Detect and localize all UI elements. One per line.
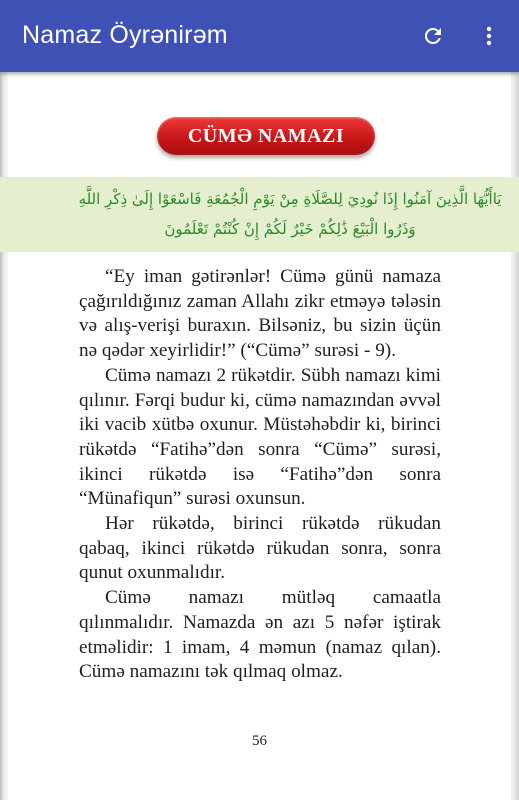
refresh-button[interactable]	[415, 18, 451, 54]
app-title: Namaz Öyrənirəm	[22, 21, 228, 49]
refresh-icon	[421, 24, 445, 48]
section-heading: CÜMƏ NAMAZI	[187, 124, 345, 147]
page-number: 56	[252, 733, 267, 749]
more-vert-icon	[477, 24, 501, 48]
app-bar	[0, 0, 519, 72]
paragraph: “Ey iman gətirənlər! Cümə günü namaza çağırıldığınız zaman Allahı zikr etməyə tələsin və alış-verişi buraxın. Bilsəniz, bu sizin üçün nə qədər xeyirlidir!” (“Cümə” surəsi - 9).	[79, 266, 441, 362]
section-heading-badge	[157, 117, 375, 155]
article-body	[79, 265, 441, 685]
paragraph: Cümə namazı mütləq camaatla qılınmalıdır. Namazda ən azı 5 nəfər iştirak etməlidir: 1 imam, 4 məmun (namaz qılan). Cümə namazını tək qılmaq olmaz.	[79, 587, 441, 683]
quran-ayah: يَاأَيُّهَا الَّذِينَ آمَنُوا إِذَا نُودِيَ لِلصَّلَاةِ مِنْ يَوْمِ الْجُمُعَةِ فَاسْعَوْا إِلَىٰ ذِكْرِ اللَّهِ وَذَرُوا الْبَيْعَ ذَٰلِكُمْ خَيْرٌ لَكُمْ إِنْ كُنْتُمْ تَعْلَمُونَ	[78, 190, 502, 238]
paragraph: Cümə namazı 2 rükətdir. Sübh namazı kimi qılınır. Fərqi budur ki, cümə namazından əvvəl iki vacib xütbə oxunur. Müstəhəbdir ki, birinci rükətdə “Fatihə”dən sonra “Cümə” surəsi, ikinci rükətdə isə “Fatihə”dən sonra “Münafiqun” surəsi oxunsun.	[79, 364, 441, 510]
more-options-button[interactable]	[471, 18, 507, 54]
paragraph: Hər rükətdə, birinci rükətdə rükudan qabaq, ikinci rükətdə rükudan sonra, sonra qunut oxunmalıdır.	[79, 513, 441, 584]
